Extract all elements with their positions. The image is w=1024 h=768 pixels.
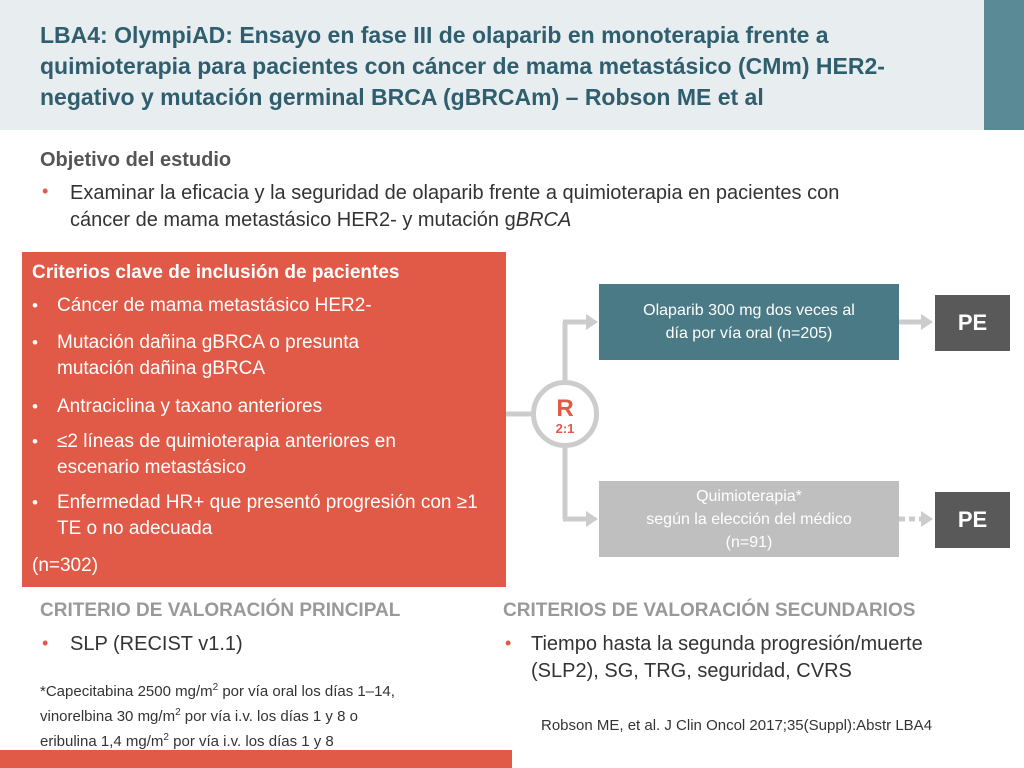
randomization-label: R xyxy=(556,395,574,422)
bullet-dot-icon: • xyxy=(42,181,49,201)
footnote-sup: 2 xyxy=(163,732,169,743)
footnote-sup: 2 xyxy=(212,682,219,693)
inclusion-heading: Criterios clave de inclusión de pacientes xyxy=(32,262,400,283)
footnote-text: vinorelbina 30 mg/m xyxy=(40,708,176,725)
arrow-right-icon xyxy=(586,314,598,330)
inclusion-item: Enfermedad HR+ que presentó progresión con ≥1 TE o no adecuada xyxy=(57,492,478,539)
objective-heading: Objetivo del estudio xyxy=(40,149,232,171)
footnote-text: por vía oral los días 1–14, xyxy=(218,683,395,700)
bottom-accent-bar xyxy=(0,750,512,768)
bullet-dot-icon: • xyxy=(42,633,49,653)
olaparib-arm-box xyxy=(599,284,899,360)
footnote-sup: 2 xyxy=(175,707,181,718)
inclusion-item: Cáncer de mama metastásico HER2- xyxy=(57,295,372,316)
olaparib-arm-line2: día por vía oral (n=205) xyxy=(665,325,833,342)
chemo-endpoint-box: PE xyxy=(935,492,1010,548)
bullet-dot-icon: • xyxy=(32,432,38,451)
bullet-dot-icon: • xyxy=(32,397,38,416)
footnote-text: eribulina 1,4 mg/m xyxy=(40,733,164,750)
inclusion-item: Antraciclina y taxano anteriores xyxy=(57,396,323,417)
chemo-arm-line1: Quimioterapia* xyxy=(696,487,802,505)
olaparib-arm-line1: Olaparib 300 mg dos veces al xyxy=(643,302,855,319)
footnote-text: por vía i.v. los días 1 y 8 o xyxy=(180,708,358,725)
secondary-endpoints-text xyxy=(531,631,1001,685)
primary-endpoint-item: SLP (RECIST v1.1) xyxy=(70,633,243,655)
inclusion-n: (n=302) xyxy=(32,555,99,576)
secondary-line1: Tiempo hasta la segunda progresión/muerte xyxy=(531,633,923,655)
chemo-arm-box xyxy=(599,481,899,557)
arrow-right-icon xyxy=(921,511,933,527)
footnote-text: *Capecitabina 2500 mg/m xyxy=(40,683,213,700)
bullet-dot-icon: • xyxy=(32,296,38,315)
objective-brca: BRCA xyxy=(515,209,572,231)
page-title: LBA4: OlympiAD: Ensayo en fase III de olaparib en monoterapia frente a quimioterapia para pacientes con cáncer de mama metastásico (CMm) HER2-negativo y mutación germinal BRCA (gBRCAm) – Robson ME et al xyxy=(40,22,885,110)
primary-endpoint-heading: CRITERIO DE VALORACIÓN PRINCIPAL xyxy=(40,600,401,621)
objective-line2: cáncer de mama metastásico HER2- y mutación g xyxy=(70,209,516,231)
bullet-dot-icon: • xyxy=(505,633,512,653)
secondary-line2: (SLP2), SG, TRG, seguridad, CVRS xyxy=(531,660,852,682)
footnote-text: por vía i.v. los días 1 y 8 xyxy=(168,733,334,750)
footnote xyxy=(40,677,480,752)
randomization-circle xyxy=(531,380,599,448)
randomization-ratio: 2:1 xyxy=(555,421,575,436)
bullet-dot-icon: • xyxy=(32,333,38,352)
chemo-arm-line2: según la elección del médico xyxy=(646,510,852,528)
objective-line1: Examinar la eficacia y la seguridad de olaparib frente a quimioterapia en pacientes con xyxy=(70,182,840,204)
olaparib-endpoint-box: PE xyxy=(935,295,1010,351)
inclusion-item: Mutación dañina gBRCA o presunta mutación dañina gBRCA xyxy=(57,332,360,379)
reference-citation: Robson ME, et al. J Clin Oncol 2017;35(Suppl):Abstr LBA4 xyxy=(541,717,933,734)
secondary-endpoints-heading: CRITERIOS DE VALORACIÓN SECUNDARIOS xyxy=(503,600,916,621)
inclusion-item: ≤2 líneas de quimioterapia anteriores en escenario metastásico xyxy=(57,431,396,478)
arrow-right-icon xyxy=(586,511,598,527)
arrow-right-icon xyxy=(921,314,933,330)
chemo-arm-line3: (n=91) xyxy=(725,533,773,551)
bullet-dot-icon: • xyxy=(32,493,38,512)
